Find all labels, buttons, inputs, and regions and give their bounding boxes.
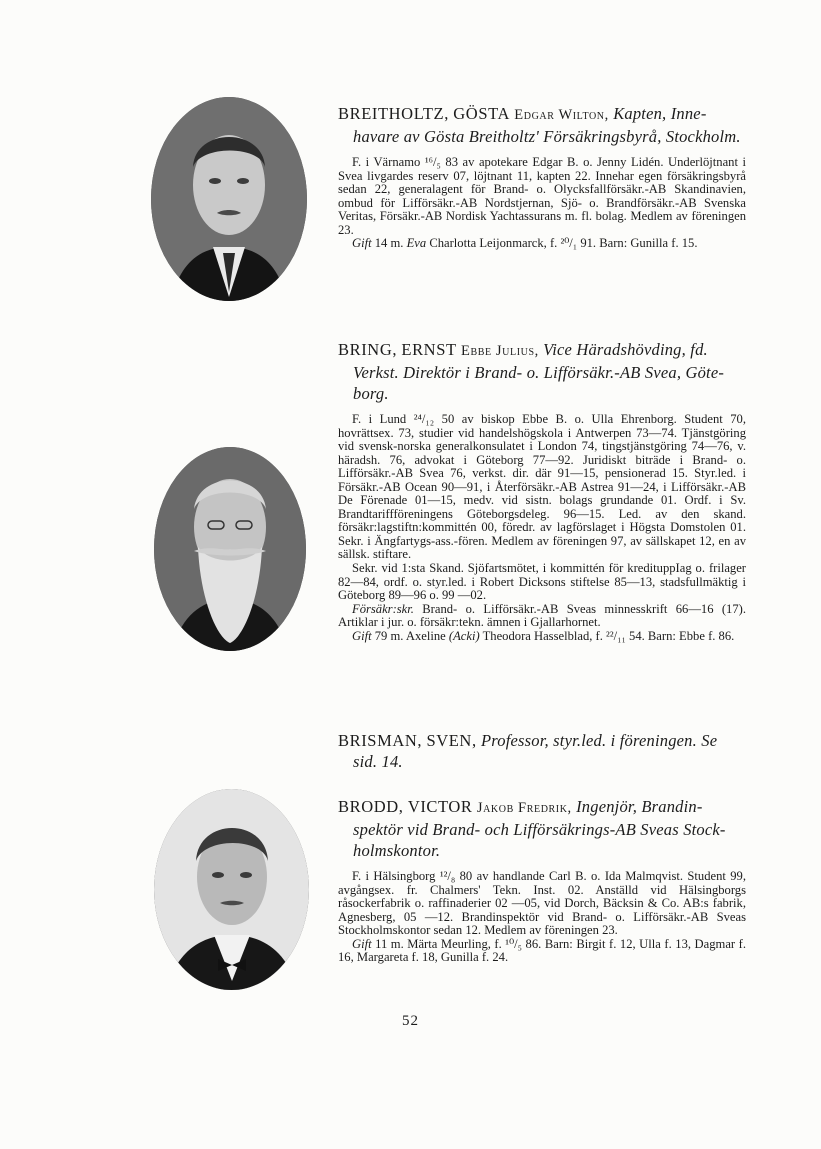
page-number: 52 [402, 1013, 419, 1029]
entry-body [338, 870, 746, 965]
gift-text: 79 m. Axeline [371, 628, 449, 643]
entry-given-name: VICTOR [407, 797, 473, 816]
gift-text: 14 m. [371, 236, 407, 251]
entry-heading [338, 103, 746, 147]
gift-label: Gift [352, 628, 372, 643]
gift-label: Gift [352, 236, 372, 251]
entry-title-line: borg. [353, 384, 389, 403]
entry-body [338, 413, 746, 643]
entry-paragraph: F. i Värnamo ¹⁶/₅ 83 av apotekare Edgar B. o. Jenny Lidén. Underlöjtnant i Svea livgardes reserv 07, löjtnant 11, kapten 22. Innehar egen försäkringsbyrå sedan 22, generalagent för Brand- o. Olycksfallförsäkr.-AB Skandinavien, ombud för Lifförsäkr.-AB Nordstjernan, Sjö- o. Brandförsäkr.-AB Svenska Veritas, Försäkr.-AB Nordisk Yachtassurans m. fl. bolag. Medlem av föreningen 23. [338, 155, 746, 237]
portrait-photo-bring [154, 447, 306, 651]
entry-title-line: Vice Häradshövding, fd. [543, 340, 708, 359]
entry-given-name: SVEN, [426, 731, 477, 750]
portrait-photo-breitholtz [151, 97, 307, 301]
gift-spouse-name: (Acki) [448, 628, 480, 643]
entry-marriage [338, 237, 746, 251]
entry-marriage [338, 630, 746, 644]
gift-spouse-name: Eva [406, 236, 427, 251]
entry-heading [338, 796, 746, 861]
entry-body [338, 156, 746, 251]
biography-entry-brodd [338, 796, 746, 965]
entry-paragraph: Sekr. vid 1:sta Skand. Sjöfartsmötet, i kommittén för kredituppIag o. frilager 82—84, ordf. o. styr.led. i Robert Dicksons stiftelse 85—13, stadsfullmäktig i Göteborg 89—96 o. 99 —02. [338, 561, 746, 603]
gift-text: 11 m. Märta Meurling, f. ¹⁰/₅ 86. Barn: Birgit f. 12, Ulla f. 13, Dagmar f. 16, Margareta f. 18, Gunilla f. 24. [338, 936, 746, 965]
biography-entry-bring [338, 339, 746, 643]
entry-given-name: ERNST [401, 340, 457, 359]
works-text: Brand- o. Lifförsäkr.-AB Sveas minnesskrift 66—16 (17). Artiklar i jur. o. försäkr:tekn. ämnen i Gjallarhornet. [338, 601, 746, 630]
biography-entry-brisman [338, 730, 746, 781]
works-label: Försäkr:skr. [352, 601, 414, 616]
entry-title-line: spektör vid Brand- och Lifförsäkrings-AB Sveas Stock- [353, 820, 726, 839]
entry-title-line: sid. 14. [353, 752, 403, 771]
entry-title-line: Verkst. Direktör i Brand- o. Lifförsäkr.-AB Svea, Göte- [353, 363, 725, 382]
entry-surname: BRING, [338, 340, 398, 359]
entry-title-line: holmskontor. [353, 841, 441, 860]
portrait-photo-brodd [154, 789, 309, 990]
entry-title-line: Kapten, Inne- [613, 104, 707, 123]
entry-title-line: Professor, styr.led. i föreningen. Se [481, 731, 718, 750]
gift-rest: Charlotta Leijonmarck, f. ²⁰/₁ 91. Barn: Gunilla f. 15. [426, 236, 698, 251]
entry-heading [338, 730, 746, 772]
entry-surname: BRODD, [338, 797, 404, 816]
entry-paragraph: F. i Hälsingborg ¹²/₈ 80 av handlande Carl B. o. Ida Malmqvist. Student 99, avgångsex. fr. Chalmers' Tekn. Inst. 02. Anställd vid Hälsingborgs råsockerfabrik o. raffinaderier 02 —05, vid Dorch, Bäcksin & Co. AB:s fabrik, Agnesberg, 05 —12. Brandinspektör vid Brand- o. Lifförsäkr.-AB Sveas Stockholmskontor sedan 12. Medlem av föreningen 23. [338, 869, 746, 938]
entry-middle-names: Edgar Wilton, [514, 107, 609, 123]
entry-works [338, 603, 746, 630]
biography-entry-breitholtz [338, 103, 746, 251]
entry-marriage [338, 938, 746, 965]
entry-title-line: havare av Gösta Breitholtz' Försäkringsbyrå, Stockholm. [353, 127, 741, 146]
entry-surname: BREITHOLTZ, [338, 104, 449, 123]
entry-title-line: Ingenjör, Brandin- [576, 797, 703, 816]
gift-label: Gift [352, 936, 372, 951]
gift-rest: Theodora Hasselblad, f. ²²/₁₁ 54. Barn: Ebbe f. 86. [479, 628, 735, 643]
entry-paragraph: F. i Lund ²⁴/₁₂ 50 av biskop Ebbe B. o. Ulla Ehrenborg. Student 70, hovrättsex. 73, studier vid handelshögskola i Antwerpen 73—74. Tjänstgöring vid svensk-norska generalkonsulatet i London 74, tingstjänstgöring 74—76, v. häradsh. 76, advokat i Göteborg 77—92. Juridiskt biträde i Brand- o. Lifförsäkr.-AB Svea 76, verkst. dir. där 91—15, pensionerad 15. Styr.led. i Försäkr.-AB Ocean 90—91, i Återförsäkr.-AB Astrea 91—24, i Lifförsäkr.-AB De Förenade 01—15, medv. vid sistn. bolags grundande 01. Ordf. i Sv. Brandtariffföreningens Göteborgsdeleg. 96—15. Led. av den skand. försäkr:lagstiftn:kommittén 00, föredr. av lagförslaget i Högsta Domstolen 01. Sekr. i Ängfartygs-ass.-fören. Medlem av föreningen 97, av sällskapet 12, en av sällsk. stiftare. [338, 412, 746, 562]
entry-middle-names: Ebbe Julius, [460, 343, 539, 359]
entry-surname: BRISMAN, [338, 731, 423, 750]
entry-heading [338, 339, 746, 404]
entry-middle-names: Jakob Fredrik, [476, 800, 572, 816]
entry-given-name: GÖSTA [453, 104, 510, 123]
